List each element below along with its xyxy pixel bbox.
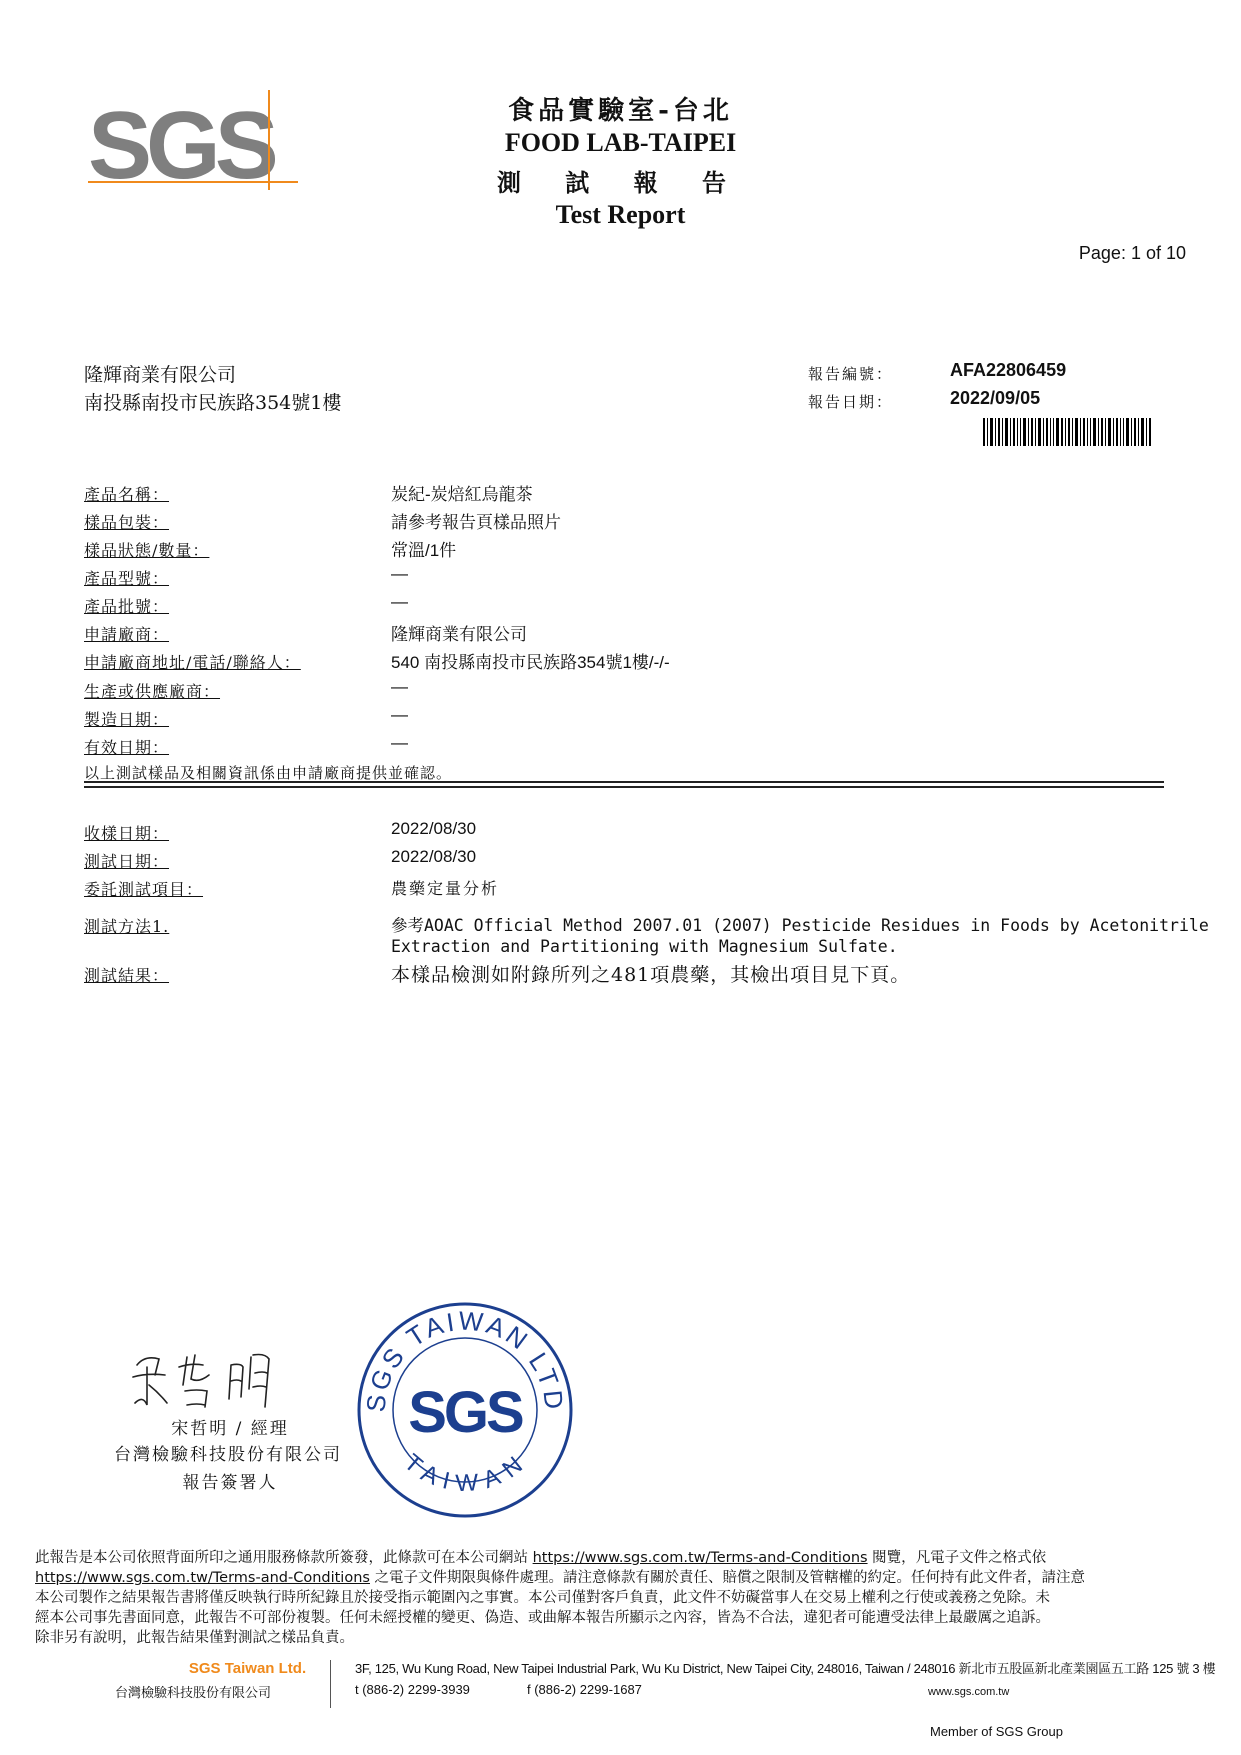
info-value: 540 南投縣南投市民族路354號1樓/-/- bbox=[391, 653, 670, 672]
info-label: 申請廠商： bbox=[84, 625, 170, 644]
stamp-center-text: SGS bbox=[408, 1380, 522, 1445]
stamp-top-text: SGS TAIWAN LTD bbox=[360, 1305, 570, 1414]
test-items-label: 委託測試項目： bbox=[84, 880, 204, 899]
footer-phone: t (886-2) 2299-3939 bbox=[355, 1682, 470, 1697]
footer-company-cn: 台灣檢驗科技股份有限公司 bbox=[115, 1686, 272, 1701]
test-method-label: 測試方法1. bbox=[84, 917, 170, 936]
confirm-note: 以上測試樣品及相關資訊係由申請廠商提供並確認。 bbox=[84, 764, 453, 782]
barcode bbox=[983, 418, 1151, 446]
test-date-label: 測試日期： bbox=[84, 852, 170, 871]
footer-address: 3F, 125, Wu Kung Road, New Taipei Industrial Park, Wu Ku District, New Taipei City, 248016, Taiwan / 248016 新北市五股區新北產業園區五工路 125 號 3 樓 bbox=[355, 1661, 1216, 1676]
divider bbox=[84, 786, 1164, 788]
info-value: — bbox=[391, 564, 408, 583]
terms-text: 此報告是本公司依照背面所印之通用服務條款所簽發，此條款可在本公司網站 bbox=[35, 1550, 533, 1566]
info-value: — bbox=[391, 677, 408, 696]
info-label: 樣品包裝： bbox=[84, 513, 170, 532]
test-method-line: 參考AOAC Official Method 2007.01 (2007) Pesticide Residues in Foods by Acetonitrile bbox=[391, 916, 1209, 935]
report-title-en: Test Report bbox=[555, 200, 686, 229]
lab-title-cn: 食品實驗室-台北 bbox=[508, 96, 733, 126]
info-value: — bbox=[391, 705, 408, 724]
terms-notice bbox=[35, 1548, 1210, 1648]
footer-fax: f (886-2) 2299-1687 bbox=[527, 1682, 642, 1697]
stamp-bottom-text: TAIWAN bbox=[398, 1448, 531, 1498]
info-label: 產品名稱： bbox=[84, 485, 170, 504]
info-label: 申請廠商地址/電話/聯絡人： bbox=[84, 653, 301, 672]
footer-company-en: SGS Taiwan Ltd. bbox=[188, 1660, 307, 1677]
divider bbox=[84, 781, 1164, 783]
info-value: 隆輝商業有限公司 bbox=[391, 625, 527, 644]
info-value: — bbox=[391, 733, 408, 752]
svg-text:TAIWAN bbox=[399, 1449, 531, 1497]
terms-text: 閱覽，凡電子文件之格式依 bbox=[867, 1550, 1047, 1566]
received-date: 2022/08/30 bbox=[391, 819, 477, 838]
info-value: 常溫/1件 bbox=[391, 541, 457, 560]
terms-text: 除非另有說明，此報告結果僅對測試之樣品負責。 bbox=[35, 1630, 354, 1646]
customer-name: 隆輝商業有限公司 bbox=[84, 364, 237, 386]
footer-website[interactable]: www.sgs.com.tw bbox=[928, 1686, 1010, 1698]
info-value: 炭紀-炭焙紅烏龍茶 bbox=[391, 485, 533, 504]
info-label: 樣品狀態/數量： bbox=[84, 541, 210, 560]
info-label: 有效日期： bbox=[84, 738, 170, 757]
info-label: 生產或供應廠商： bbox=[84, 682, 221, 701]
info-label: 產品批號： bbox=[84, 597, 170, 616]
test-result-label: 測試結果： bbox=[84, 966, 170, 985]
report-number: AFA22806459 bbox=[950, 360, 1067, 380]
signer-company: 台灣檢驗科技股份有限公司 bbox=[114, 1445, 342, 1465]
page-number: Page: 1 of 10 bbox=[1078, 243, 1186, 263]
received-date-label: 收樣日期： bbox=[84, 824, 170, 843]
test-result: 本樣品檢測如附錄所列之481項農藥，其檢出項目見下頁。 bbox=[391, 964, 911, 986]
report-date-label: 報告日期： bbox=[808, 393, 894, 411]
footer-divider bbox=[330, 1660, 331, 1708]
terms-text: 之電子文件期限與條件處理。請注意條款有關於責任、賠償之限制及管轄權的約定。任何持有此文件者，請注意 bbox=[369, 1570, 1086, 1586]
info-label: 產品型號： bbox=[84, 569, 170, 588]
report-date: 2022/09/05 bbox=[950, 388, 1041, 408]
signer-role: 報告簽署人 bbox=[182, 1473, 278, 1493]
lab-title-en: FOOD LAB-TAIPEI bbox=[504, 128, 737, 157]
terms-link[interactable]: https://www.sgs.com.tw/Terms-and-Conditions bbox=[35, 1570, 370, 1586]
info-value: 請參考報告頁樣品照片 bbox=[391, 513, 561, 532]
info-value: — bbox=[391, 592, 408, 611]
signer-name: 宋哲明 / 經理 bbox=[171, 1419, 289, 1439]
test-date: 2022/08/30 bbox=[391, 847, 477, 866]
terms-text: 經本公司事先書面同意，此報告不可部份複製。任何未經授權的變更、偽造、或曲解本報告所顯示之內容，皆為不合法，違犯者可能遭受法律上最嚴厲之追訴。 bbox=[35, 1610, 1050, 1626]
test-method-line: Extraction and Partitioning with Magnesium Sulfate. bbox=[391, 937, 898, 956]
handwritten-signature bbox=[125, 1345, 285, 1415]
terms-text: 本公司製作之結果報告書將僅反映執行時所紀錄且於接受指示範圍內之事實。本公司僅對客戶負責，此文件不妨礙當事人在交易上權利之行使或義務之免除。未 bbox=[35, 1590, 1050, 1606]
info-label: 製造日期： bbox=[84, 710, 170, 729]
report-title-cn: 測 試 報 告 bbox=[496, 168, 745, 197]
logo-text: SGS bbox=[88, 92, 273, 190]
test-items: 農藥定量分析 bbox=[391, 879, 500, 898]
report-number-label: 報告編號： bbox=[808, 365, 894, 383]
terms-link[interactable]: https://www.sgs.com.tw/Terms-and-Conditions bbox=[532, 1550, 868, 1566]
customer-address: 南投縣南投市民族路354號1樓 bbox=[84, 392, 342, 414]
sgs-taiwan-stamp bbox=[355, 1300, 575, 1520]
footer-member: Member of SGS Group bbox=[930, 1724, 1063, 1739]
